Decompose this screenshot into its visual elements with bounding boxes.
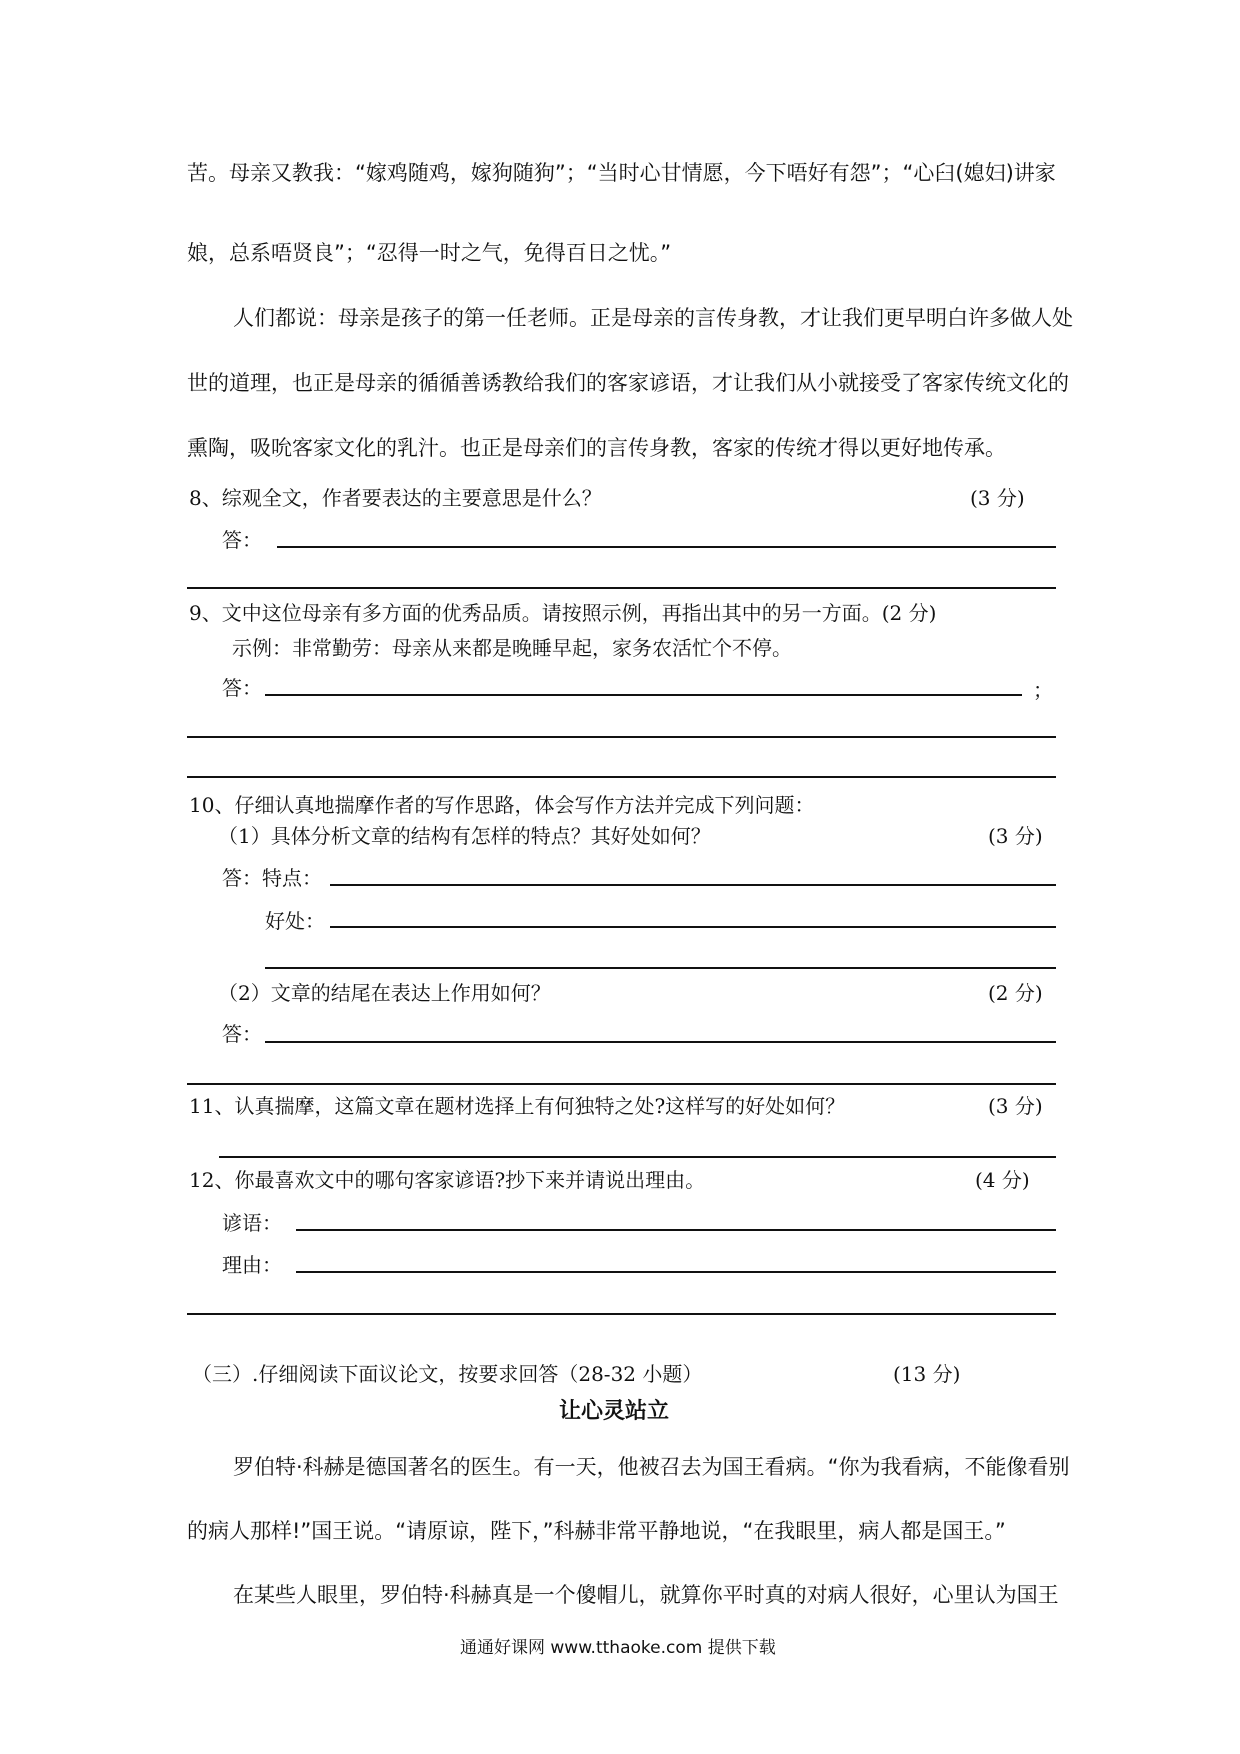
- answer-label: 答：: [222, 676, 262, 700]
- answer-line[interactable]: [187, 776, 1056, 778]
- question-12: 12、你最喜欢文中的哪句客家谚语?抄下来并请说出理由。: [189, 1168, 706, 1192]
- answer-line[interactable]: [187, 1313, 1056, 1315]
- answer-label-reason: 理由：: [222, 1253, 282, 1277]
- passage-line: 在某些人眼里，罗伯特·科赫真是一个傻帽儿，就算你平时真的对病人很好，心里认为国王: [233, 1583, 1059, 1607]
- passage-line: 娘，总系唔贤良”；“忍得一时之气，免得百日之忧。”: [187, 241, 672, 265]
- question-11: 11、认真揣摩，这篇文章在题材选择上有何独特之处?这样写的好处如何？: [189, 1094, 846, 1118]
- passage-line: 世的道理，也正是母亲的循循善诱教给我们的客家谚语，才让我们从小就接受了客家传统文化的: [187, 371, 1069, 395]
- answer-label-proverb: 谚语：: [222, 1211, 282, 1235]
- question-9: 9、文中这位母亲有多方面的优秀品质。请按照示例，再指出其中的另一方面。(2 分): [189, 601, 937, 625]
- passage-line: 熏陶，吸吮客家文化的乳汁。也正是母亲们的言传身教，客家的传统才得以更好地传承。: [187, 436, 1006, 460]
- question-8: 8、综观全文，作者要表达的主要意思是什么？: [189, 486, 602, 510]
- answer-line[interactable]: [265, 967, 1056, 969]
- answer-line[interactable]: [219, 1156, 1056, 1158]
- question-10-sub2-score: (2 分): [988, 981, 1043, 1005]
- passage-line: 的病人那样!”国王说。“请原谅，陛下，”科赫非常平静地说，“在我眼里，病人都是国王。”: [187, 1519, 1006, 1543]
- answer-label-feature: 答：特点：: [222, 866, 322, 890]
- answer-line[interactable]: [187, 1083, 1056, 1085]
- answer-line[interactable]: [296, 1271, 1056, 1273]
- section-score: (13 分): [893, 1362, 961, 1386]
- answer-line[interactable]: [187, 587, 1056, 589]
- question-12-score: (4 分): [975, 1168, 1030, 1192]
- question-10-sub1-score: (3 分): [988, 824, 1043, 848]
- article-title: 让心灵站立: [559, 1398, 670, 1424]
- passage-line: 人们都说：母亲是孩子的第一任老师。正是母亲的言传身教，才让我们更早明白许多做人处: [233, 306, 1073, 330]
- question-9-example: 示例：非常勤劳：母亲从来都是晚睡早起，家务农活忙个不停。: [232, 636, 792, 660]
- passage-line: 罗伯特·科赫是德国著名的医生。有一天，他被召去为国王看病。“你为我看病，不能像看别: [233, 1455, 1070, 1479]
- semicolon: ；: [1033, 678, 1053, 702]
- question-8-score: (3 分): [970, 486, 1025, 510]
- answer-label: 答：: [222, 528, 262, 552]
- section-heading: （三）.仔细阅读下面议论文，按要求回答（28-32 小题）: [192, 1362, 703, 1386]
- answer-line[interactable]: [187, 736, 1056, 738]
- footer-text: 通通好课网 www.tthaoke.com 提供下载: [460, 1638, 776, 1658]
- question-10-sub2: （2）文章的结尾在表达上作用如何？: [218, 981, 551, 1005]
- answer-line[interactable]: [330, 884, 1056, 886]
- answer-line[interactable]: [265, 1041, 1056, 1043]
- question-10: 10、仔细认真地揣摩作者的写作思路，体会写作方法并完成下列问题：: [189, 793, 815, 817]
- question-10-sub1: （1）具体分析文章的结构有怎样的特点？其好处如何？: [218, 824, 711, 848]
- answer-label-benefit: 好处：: [265, 909, 325, 933]
- question-11-score: (3 分): [988, 1094, 1043, 1118]
- answer-line[interactable]: [277, 546, 1056, 548]
- answer-line[interactable]: [296, 1229, 1056, 1231]
- answer-line[interactable]: [330, 926, 1056, 928]
- answer-label: 答：: [222, 1022, 262, 1046]
- answer-line[interactable]: [265, 694, 1022, 696]
- passage-line: 苦。母亲又教我：“嫁鸡随鸡，嫁狗随狗”；“当时心甘情愿，今下唔好有怨”；“心臼(媳妇)讲家: [187, 161, 1056, 185]
